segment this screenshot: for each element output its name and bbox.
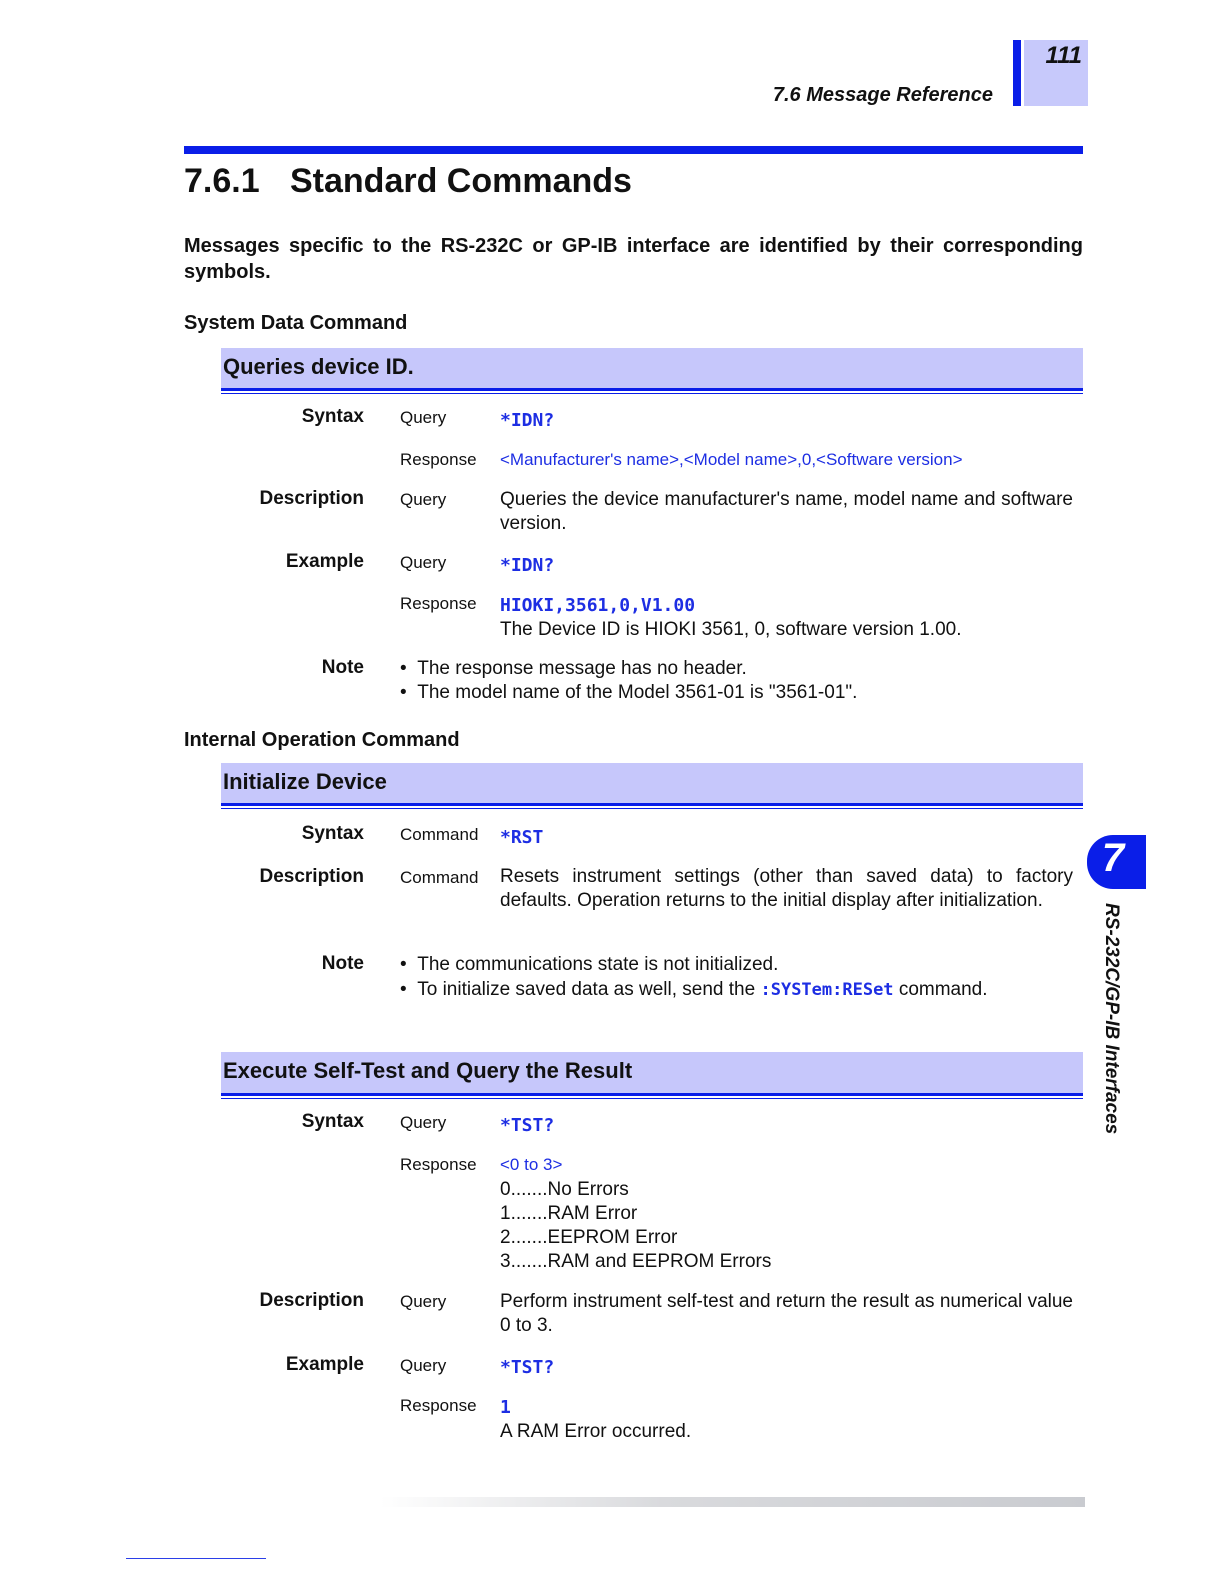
idn-band <box>221 348 1083 390</box>
band-rule-thin <box>221 1098 1083 1099</box>
tst-code-1: 1.......RAM Error <box>500 1203 638 1224</box>
band-rule-thin <box>221 393 1083 394</box>
band-rule-thin <box>221 808 1083 809</box>
tst-example-note: A RAM Error occurred. <box>500 1421 692 1442</box>
band-rule <box>221 388 1083 391</box>
description-sub-label: Query <box>400 490 447 509</box>
band-rule <box>221 1093 1083 1096</box>
tst-code-2: 2.......EEPROM Error <box>500 1227 678 1248</box>
note-item: • To initialize saved data as well, send the :SYSTem:RESet command. <box>400 979 988 1000</box>
syntax-label: Syntax <box>301 823 364 844</box>
description-label: Description <box>259 1290 364 1311</box>
syntax-label: Syntax <box>301 1111 364 1132</box>
title-rule <box>184 146 1083 154</box>
note-text: The communications state is not initialized. <box>417 954 779 975</box>
description-label: Description <box>259 866 364 887</box>
band-rule <box>221 803 1083 806</box>
description-sub-label: Command <box>400 868 479 887</box>
idn-example-query: *IDN? <box>500 555 555 576</box>
intro-paragraph: Messages specific to the RS-232C or GP-IB interface are identified by their corresponding symbols. <box>184 235 1083 283</box>
idn-band-title: Queries device ID. <box>223 354 414 379</box>
idn-description: Queries the device manufacturer's name, model name and software version. <box>500 489 1073 534</box>
note-text: To initialize saved data as well, send the <box>417 979 761 1000</box>
rst-description: Resets instrument settings (other than saved data) to factory defaults. Operation returns to the initial display after initialization. <box>500 866 1073 911</box>
tst-description: Perform instrument self-test and return the result as numerical value 0 to 3. <box>500 1291 1073 1336</box>
example-label: Example <box>285 1354 364 1375</box>
query-label: Query <box>400 1113 447 1132</box>
idn-example-response: HIOKI,3561,0,V1.00 <box>500 595 696 616</box>
chapter-number: 7 <box>1101 836 1125 880</box>
idn-query-code: *IDN? <box>500 410 555 431</box>
description-sub-label: Query <box>400 1292 447 1311</box>
example-label: Example <box>285 551 364 572</box>
note-text: The response message has no header. <box>417 658 747 679</box>
rst-command-code: *RST <box>500 827 544 848</box>
idn-example-note: The Device ID is HIOKI 3561, 0, software version 1.00. <box>500 619 962 640</box>
running-header: 7.6 Message Reference <box>772 84 993 106</box>
note-text: command. <box>893 979 988 1000</box>
tst-example-response: 1 <box>500 1397 511 1418</box>
syntax-label: Syntax <box>301 406 364 427</box>
example-response-label: Response <box>400 1396 477 1415</box>
tst-example-query: *TST? <box>500 1357 555 1378</box>
note-item: • The communications state is not initialized. <box>400 954 779 975</box>
chapter-side-title <box>1096 903 1124 1153</box>
tst-band-title: Execute Self-Test and Query the Result <box>223 1058 633 1083</box>
tst-query-code: *TST? <box>500 1115 555 1136</box>
footer-link-line <box>126 1558 266 1559</box>
example-query-label: Query <box>400 553 447 572</box>
chapter-side-title-text: RS-232C/GP-IB Interfaces <box>1101 903 1122 1135</box>
tst-response-format: <0 to 3> <box>500 1155 563 1174</box>
system-reset-code: :SYSTem:RESet <box>760 980 894 1000</box>
response-label: Response <box>400 1155 477 1174</box>
note-item: • The response message has no header. <box>400 658 747 679</box>
note-label: Note <box>321 953 364 974</box>
command-label: Command <box>400 825 479 844</box>
example-query-label: Query <box>400 1356 447 1375</box>
example-response-label: Response <box>400 594 477 613</box>
response-label: Response <box>400 450 477 469</box>
footer-rule <box>380 1497 1085 1507</box>
page-number-accent-bar <box>1013 40 1021 106</box>
idn-response-format: <Manufacturer's name>,<Model name>,0,<Software version> <box>500 450 963 469</box>
note-label: Note <box>321 657 364 678</box>
tst-band <box>221 1052 1083 1094</box>
internal-op-heading: Internal Operation Command <box>184 729 460 751</box>
rst-band <box>221 763 1083 805</box>
tst-code-0: 0.......No Errors <box>500 1179 629 1200</box>
page-number: 111 <box>1045 42 1082 69</box>
note-item: • The model name of the Model 3561-01 is "3561-01". <box>400 682 858 703</box>
note-text: The model name of the Model 3561-01 is "3561-01". <box>417 682 858 703</box>
query-label: Query <box>400 408 447 427</box>
system-data-heading: System Data Command <box>184 312 408 334</box>
section-number: 7.6.1 <box>184 162 260 200</box>
description-label: Description <box>259 488 364 509</box>
tst-code-3: 3.......RAM and EEPROM Errors <box>500 1251 772 1272</box>
page-title: Standard Commands <box>290 162 632 200</box>
rst-band-title: Initialize Device <box>223 769 387 794</box>
